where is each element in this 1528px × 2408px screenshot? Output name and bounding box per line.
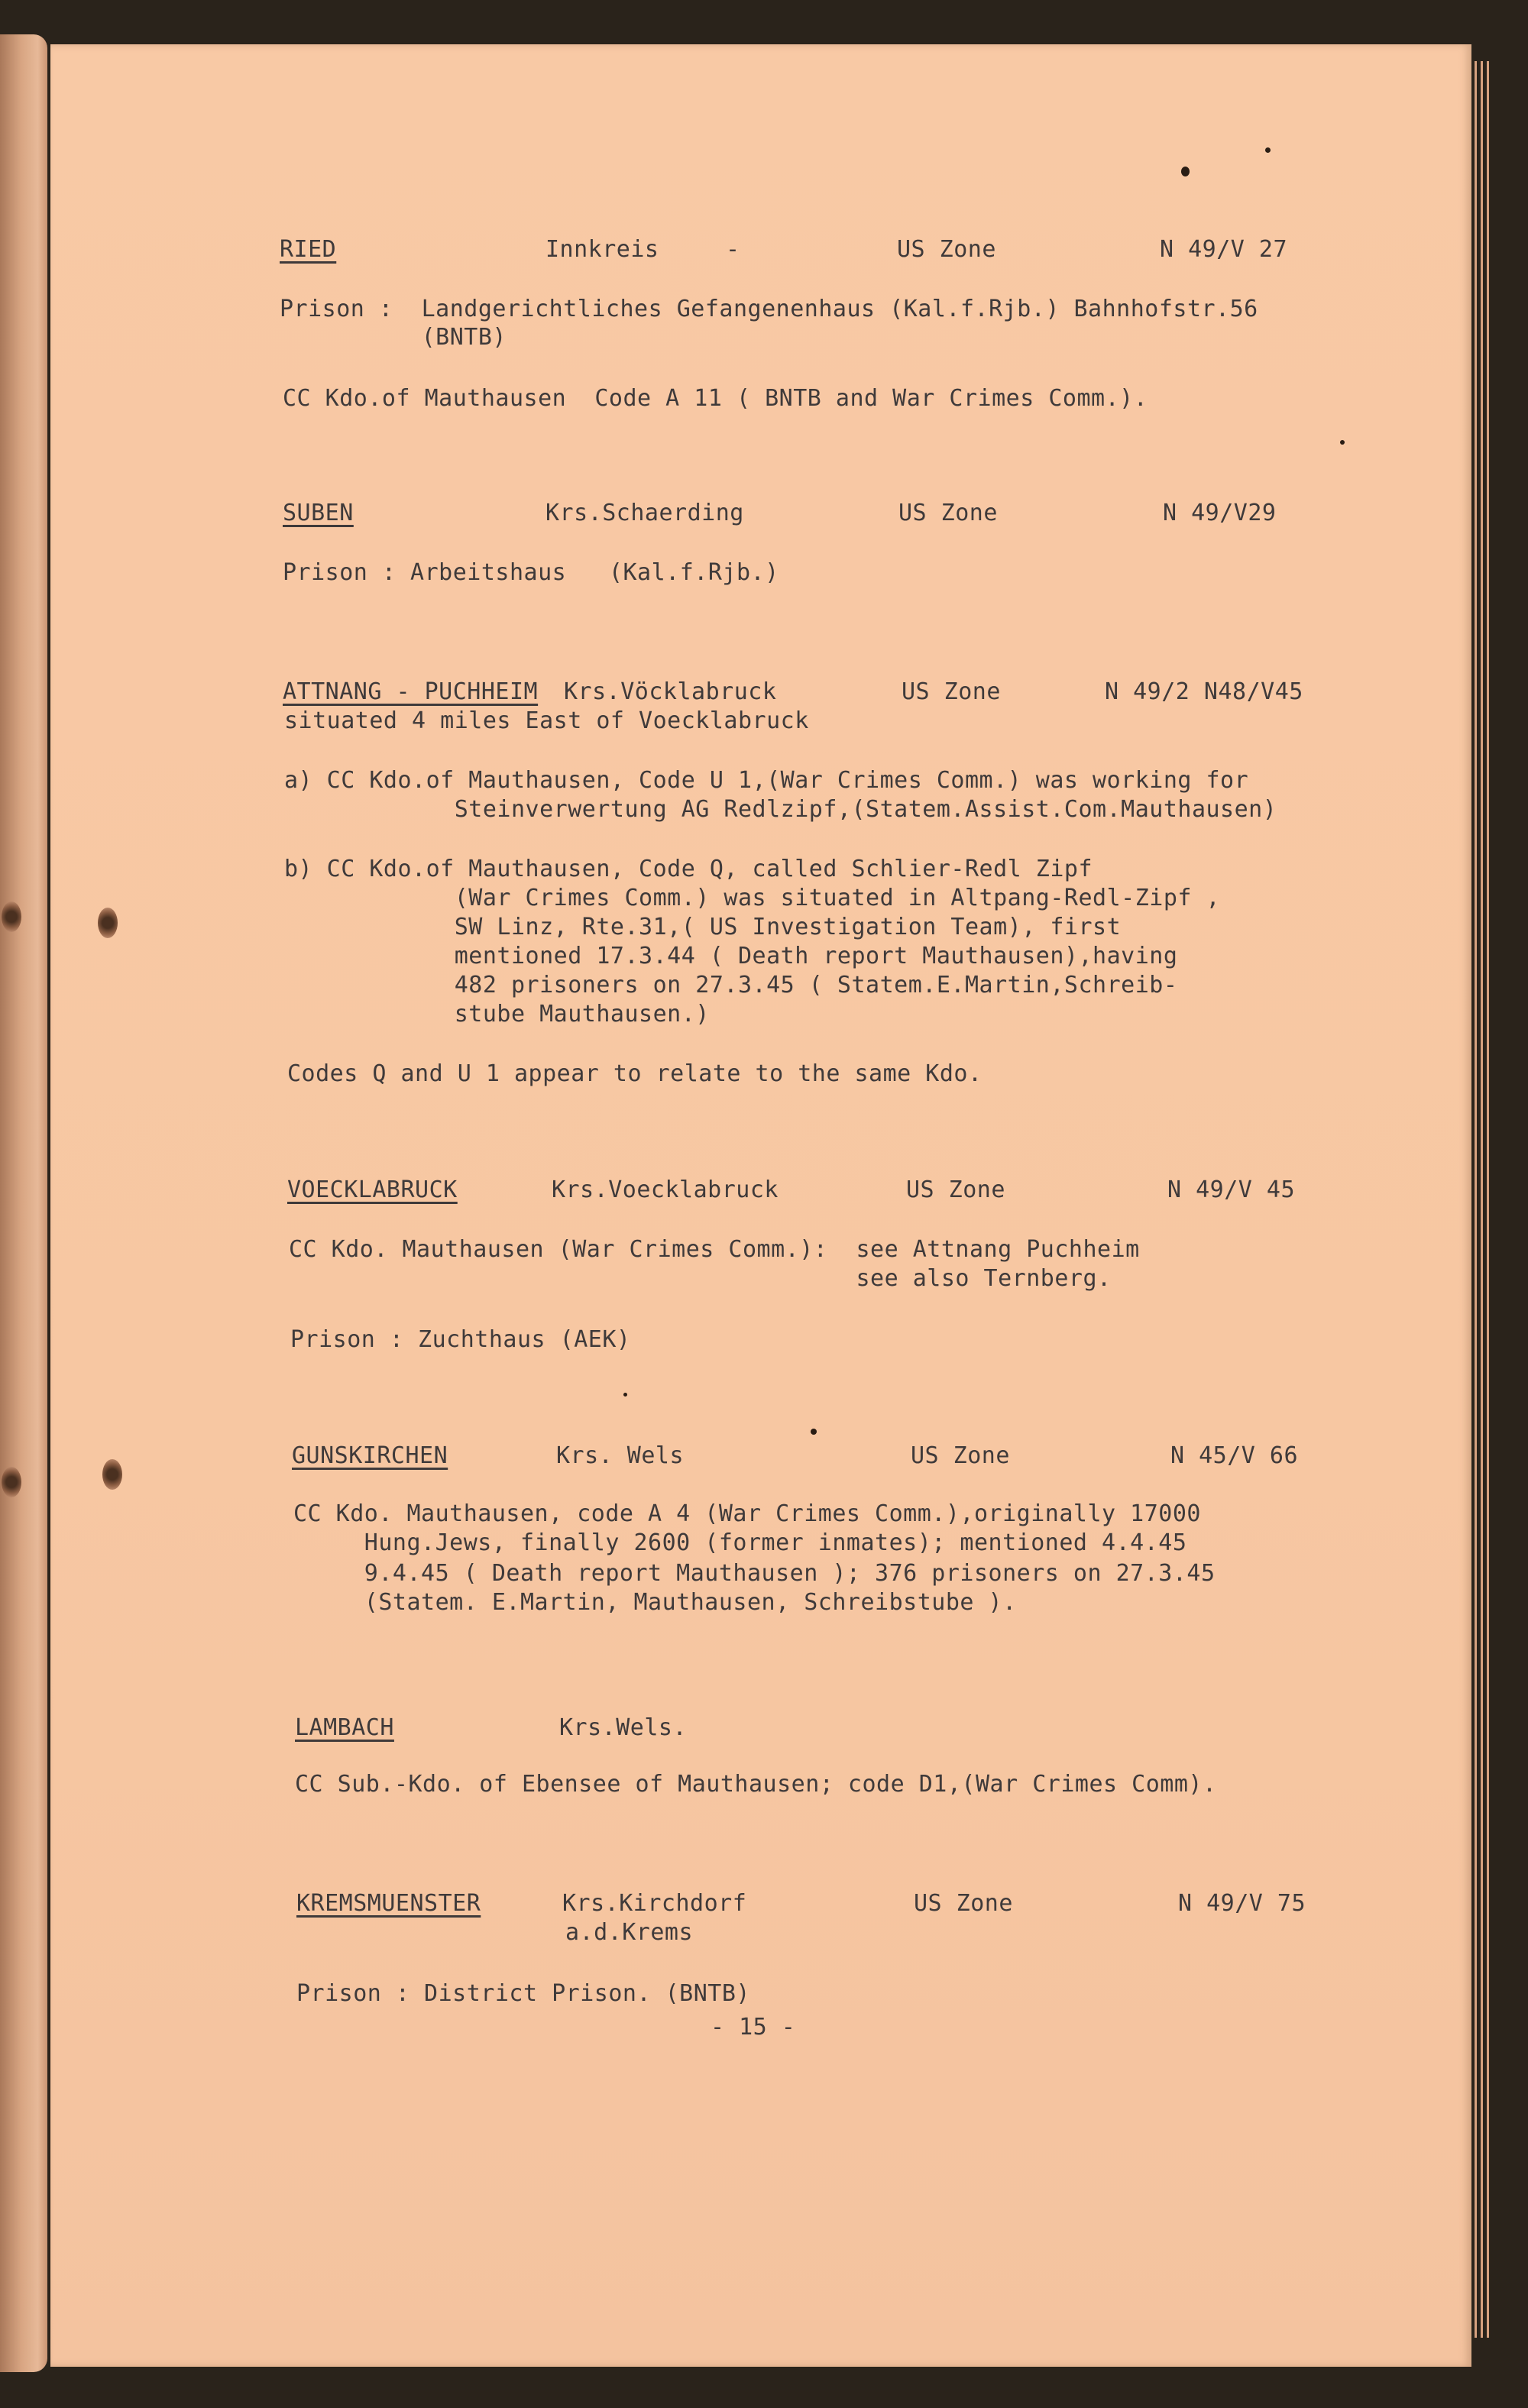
entry-line: stube Mauthausen.) — [284, 1001, 710, 1028]
entry-line: Prison : Arbeitshaus (Kal.f.Rjb.) — [283, 559, 779, 586]
entry-place: LAMBACH — [295, 1714, 394, 1741]
entry-line: mentioned 17.3.44 ( Death report Mauthausen),having — [284, 943, 1178, 969]
entry-line: Prison : Zuchthaus (AEK) — [290, 1326, 631, 1353]
entry-dash: - — [726, 236, 740, 263]
entry-place: VOECKLABRUCK — [287, 1176, 458, 1203]
entry-reference: N 49/V 27 — [1160, 236, 1288, 263]
ink-speck — [811, 1429, 817, 1435]
entry-reference: N 49/V29 — [1163, 500, 1277, 526]
entry-line: Hung.Jews, finally 2600 (former inmates); mentioned 4.4.45 — [293, 1529, 1187, 1556]
entry-line: situated 4 miles East of Voecklabruck — [284, 707, 809, 734]
entry-district: Krs.Wels. — [559, 1714, 688, 1741]
entry-line: see also Ternberg. — [289, 1265, 1112, 1292]
binding-hole — [2, 1467, 21, 1497]
entry-place: SUBEN — [283, 500, 354, 526]
entry-line: (War Crimes Comm.) was situated in Altpang-Redl-Zipf , — [284, 885, 1221, 911]
entry-line: b) CC Kdo.of Mauthausen, Code Q, called Schlier-Redl Zipf — [284, 856, 1093, 882]
page-number: - 15 - — [711, 2014, 796, 2041]
entry-zone: US Zone — [902, 678, 1001, 705]
page-stack-edge — [1481, 61, 1483, 2338]
entry-district: Krs. Wels — [556, 1442, 685, 1469]
entry-line: CC Sub.-Kdo. of Ebensee of Mauthausen; code D1,(War Crimes Comm). — [295, 1771, 1217, 1798]
entry-line: CC Kdo. Mauthausen (War Crimes Comm.): see Attnang Puchheim — [289, 1236, 1140, 1263]
entry-district-line2: a.d.Krems — [565, 1919, 694, 1946]
entry-zone: US Zone — [897, 236, 996, 263]
entry-district: Innkreis — [545, 236, 659, 263]
entry-place: ATTNANG - PUCHHEIM — [283, 678, 539, 705]
entry-zone: US Zone — [898, 500, 998, 526]
entry-line: Codes Q and U 1 appear to relate to the same Kdo. — [287, 1060, 983, 1087]
entry-district: Krs.Schaerding — [545, 500, 744, 526]
page-stack-edge — [1475, 61, 1477, 2338]
previous-page-edge — [0, 34, 47, 2372]
entry-line: 482 prisoners on 27.3.45 ( Statem.E.Martin,Schreib- — [284, 972, 1178, 998]
binding-hole — [102, 1459, 122, 1490]
entry-zone: US Zone — [914, 1890, 1013, 1917]
entry-zone: US Zone — [906, 1176, 1005, 1203]
entry-district: Krs.Vöcklabruck — [564, 678, 777, 705]
ink-speck — [1340, 440, 1345, 445]
entry-line: CC Kdo.of Mauthausen Code A 11 ( BNTB and War Crimes Comm.). — [283, 385, 1148, 412]
ink-speck — [1265, 147, 1271, 153]
entry-reference: N 49/V 45 — [1167, 1176, 1296, 1203]
entry-place: GUNSKIRCHEN — [292, 1442, 448, 1469]
entry-district: Krs.Kirchdorf — [562, 1890, 747, 1917]
entry-reference: N 49/V 75 — [1178, 1890, 1306, 1917]
entry-place: RIED — [280, 236, 337, 263]
binding-hole — [98, 908, 118, 938]
entry-line: a) CC Kdo.of Mauthausen, Code U 1,(War Crimes Comm.) was working for — [284, 767, 1249, 794]
entry-reference: N 45/V 66 — [1170, 1442, 1299, 1469]
ink-speck — [1181, 167, 1190, 176]
entry-line: Prison : District Prison. (BNTB) — [296, 1980, 750, 2007]
entry-place: KREMSMUENSTER — [296, 1890, 481, 1917]
entry-line: CC Kdo. Mauthausen, code A 4 (War Crimes Comm.),originally 17000 — [293, 1500, 1201, 1527]
entry-line: 9.4.45 ( Death report Mauthausen ); 376 prisoners on 27.3.45 — [293, 1560, 1216, 1587]
entry-line: Prison : Landgerichtliches Gefangenenhaus (Kal.f.Rjb.) Bahnhofstr.56 — [280, 296, 1258, 322]
entry-line: SW Linz, Rte.31,( US Investigation Team), first — [284, 914, 1122, 940]
entry-district: Krs.Voecklabruck — [552, 1176, 779, 1203]
page-stack-edge — [1487, 61, 1489, 2338]
entry-line: (Statem. E.Martin, Mauthausen, Schreibstube ). — [293, 1589, 1017, 1616]
entry-line: (BNTB) — [280, 324, 507, 351]
entry-line: Steinverwertung AG Redlzipf,(Statem.Assist.Com.Mauthausen) — [284, 796, 1277, 823]
binding-hole — [2, 901, 21, 932]
entry-zone: US Zone — [911, 1442, 1010, 1469]
entry-reference: N 49/2 N48/V45 — [1105, 678, 1303, 705]
ink-speck — [623, 1393, 627, 1397]
